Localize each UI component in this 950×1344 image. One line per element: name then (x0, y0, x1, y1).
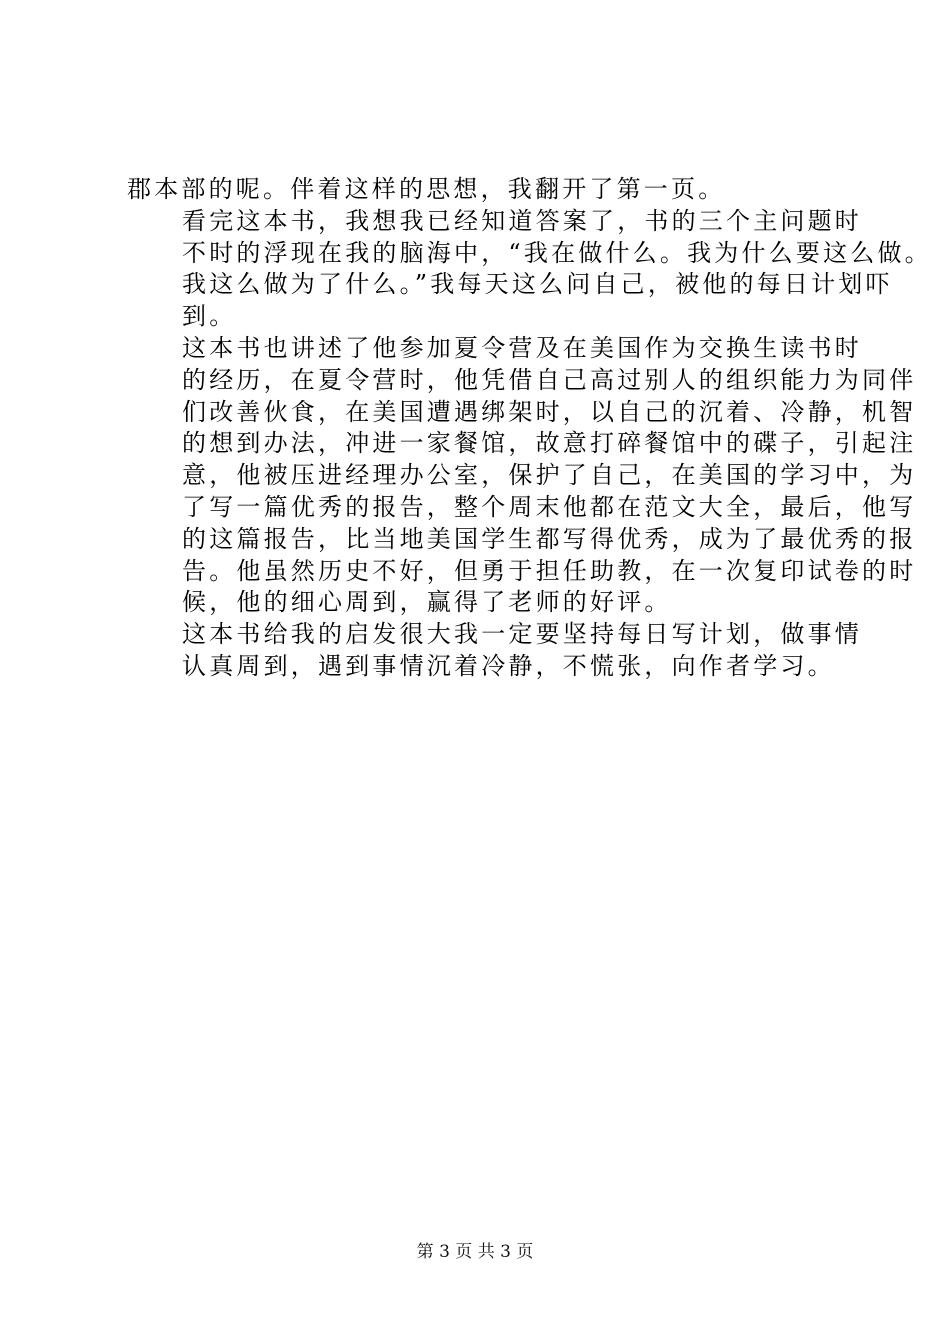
text-line: 意，他被压进经理办公室，保护了自己，在美国的学习中，为 (182, 461, 917, 490)
text-line: 了写一篇优秀的报告，整个周末他都在范文大全，最后，他写 (182, 492, 917, 521)
text-line: 的经历，在夏令营时，他凭借自己高过别人的组织能力为同伴 (182, 365, 917, 394)
text-line: 我这么做为了什么。”我每天这么问自己，被他的每日计划吓 (182, 270, 893, 299)
text-line: 候，他的细心周到，赢得了老师的好评。 (182, 588, 672, 617)
paragraph-1 (127, 174, 847, 206)
paragraph-3 (127, 333, 917, 619)
text-line: 到。 (182, 302, 237, 331)
page-footer (0, 1241, 950, 1263)
text-line: 们改善伙食，在美国遭遇绑架时，以自己的沉着、冷静，机智 (182, 397, 917, 426)
text-line: 看完这本书，我想我已经知道答案了，书的三个主问题时 (182, 206, 862, 235)
text-line: 不时的浮现在我的脑海中，“我在做什么。我为什么要这么做。 (182, 238, 932, 267)
text-line: 的这篇报告，比当地美国学生都写得优秀，成为了最优秀的报 (182, 524, 917, 553)
page-number: 第 3 页 共 3 页 (416, 1242, 534, 1262)
paragraph-4 (127, 619, 862, 683)
text-line: 认真周到，遇到事情沉着冷静，不慌张，向作者学习。 (182, 651, 835, 680)
text-line: 的想到办法，冲进一家餐馆，故意打碎餐馆中的碟子，引起注 (182, 429, 917, 458)
paragraph-2 (127, 206, 932, 333)
text-line: 这本书也讲述了他参加夏令营及在美国作为交换生读书时 (182, 333, 862, 362)
text-line: 郡本部的呢。伴着这样的思想，我翻开了第一页。 (127, 175, 726, 203)
text-line: 告。他虽然历史不好，但勇于担任助教，在一次复印试卷的时 (182, 556, 917, 585)
text-line: 这本书给我的启发很大我一定要坚持每日写计划，做事情 (182, 620, 862, 649)
document-body (127, 174, 932, 683)
